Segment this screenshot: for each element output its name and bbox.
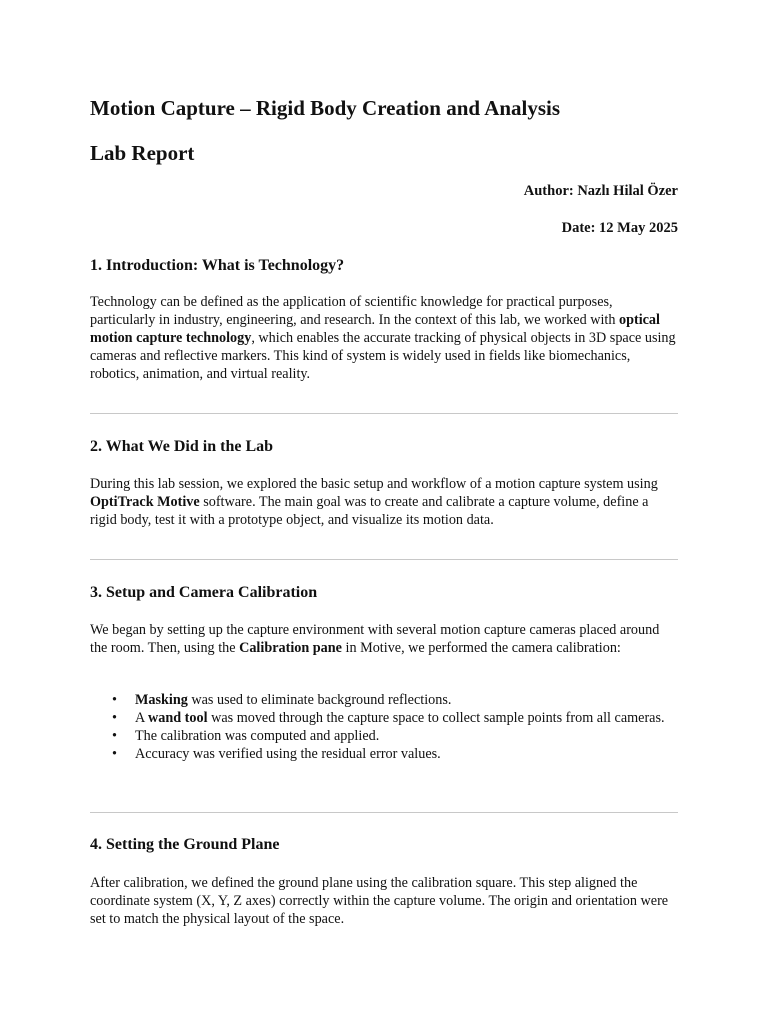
section-2-text-a: During this lab session, we explored the basic setup and workflow of a motion capture system using [90,476,658,492]
section-1-heading: 1. Introduction: What is Technology? [90,257,345,274]
date-line: Date: 12 May 2025 [561,220,678,236]
section-3-text-a: We began by setting up the capture environment with several motion capture cameras placed around the room. Then, using the [90,622,660,656]
list-item-text: was moved through the capture space to collect sample points from all cameras. [207,710,665,726]
list-item-text: A [135,710,149,726]
list-item [135,745,678,763]
section-3-text-b: in Motive, we performed the camera calibration: [341,640,621,656]
list-item [135,691,678,709]
author-line: Author: Nazlı Hilal Özer [523,183,678,199]
section-1-text-b: , which enables the accurate tracking of physical objects in 3D space using cameras and reflective markers. This kind of system is widely used in fields like biomechanics, robotics, animation, and virtual reality. [90,330,676,382]
list-item-bold: Masking [135,692,188,708]
section-2-heading: 2. What We Did in the Lab [90,438,274,455]
section-1-bold: optical motion capture technology [90,312,660,346]
section-1-paragraph [90,293,678,383]
section-divider [90,559,678,560]
section-divider [90,413,678,414]
list-item-bold: wand tool [148,710,208,726]
section-4-paragraph: After calibration, we defined the ground plane using the calibration square. This step aligned the coordinate system (X, Y, Z axes) correctly within the capture volume. The origin and orientation were set to match the physical layout of the space. [90,875,669,927]
section-2-text-b: software. The main goal was to create and calibrate a capture volume, define a rigid body, test it with a prototype object, and visualize its motion data. [90,494,649,528]
list-item-text: Accuracy was verified using the residual error values. [135,746,441,762]
section-4-heading: 4. Setting the Ground Plane [90,836,280,853]
section-2-paragraph [90,475,678,529]
section-3-bold: Calibration pane [239,640,342,656]
list-item [135,727,678,745]
calibration-steps-list [90,691,678,763]
section-1-text-a: Technology can be defined as the application of scientific knowledge for practical purposes, particularly in industry, engineering, and research. In the context of this lab, we worked with [90,294,619,328]
document-title: Motion Capture – Rigid Body Creation and Analysis [90,96,561,120]
section-3-paragraph [90,621,678,657]
section-divider [90,812,678,813]
list-item-text: The calibration was computed and applied. [135,728,380,744]
list-item-text: was used to eliminate background reflections. [187,692,452,708]
section-3-heading: 3. Setup and Camera Calibration [90,584,318,601]
section-2-bold: OptiTrack Motive [90,494,200,510]
document-subtitle: Lab Report [90,141,195,165]
list-item [135,709,678,727]
